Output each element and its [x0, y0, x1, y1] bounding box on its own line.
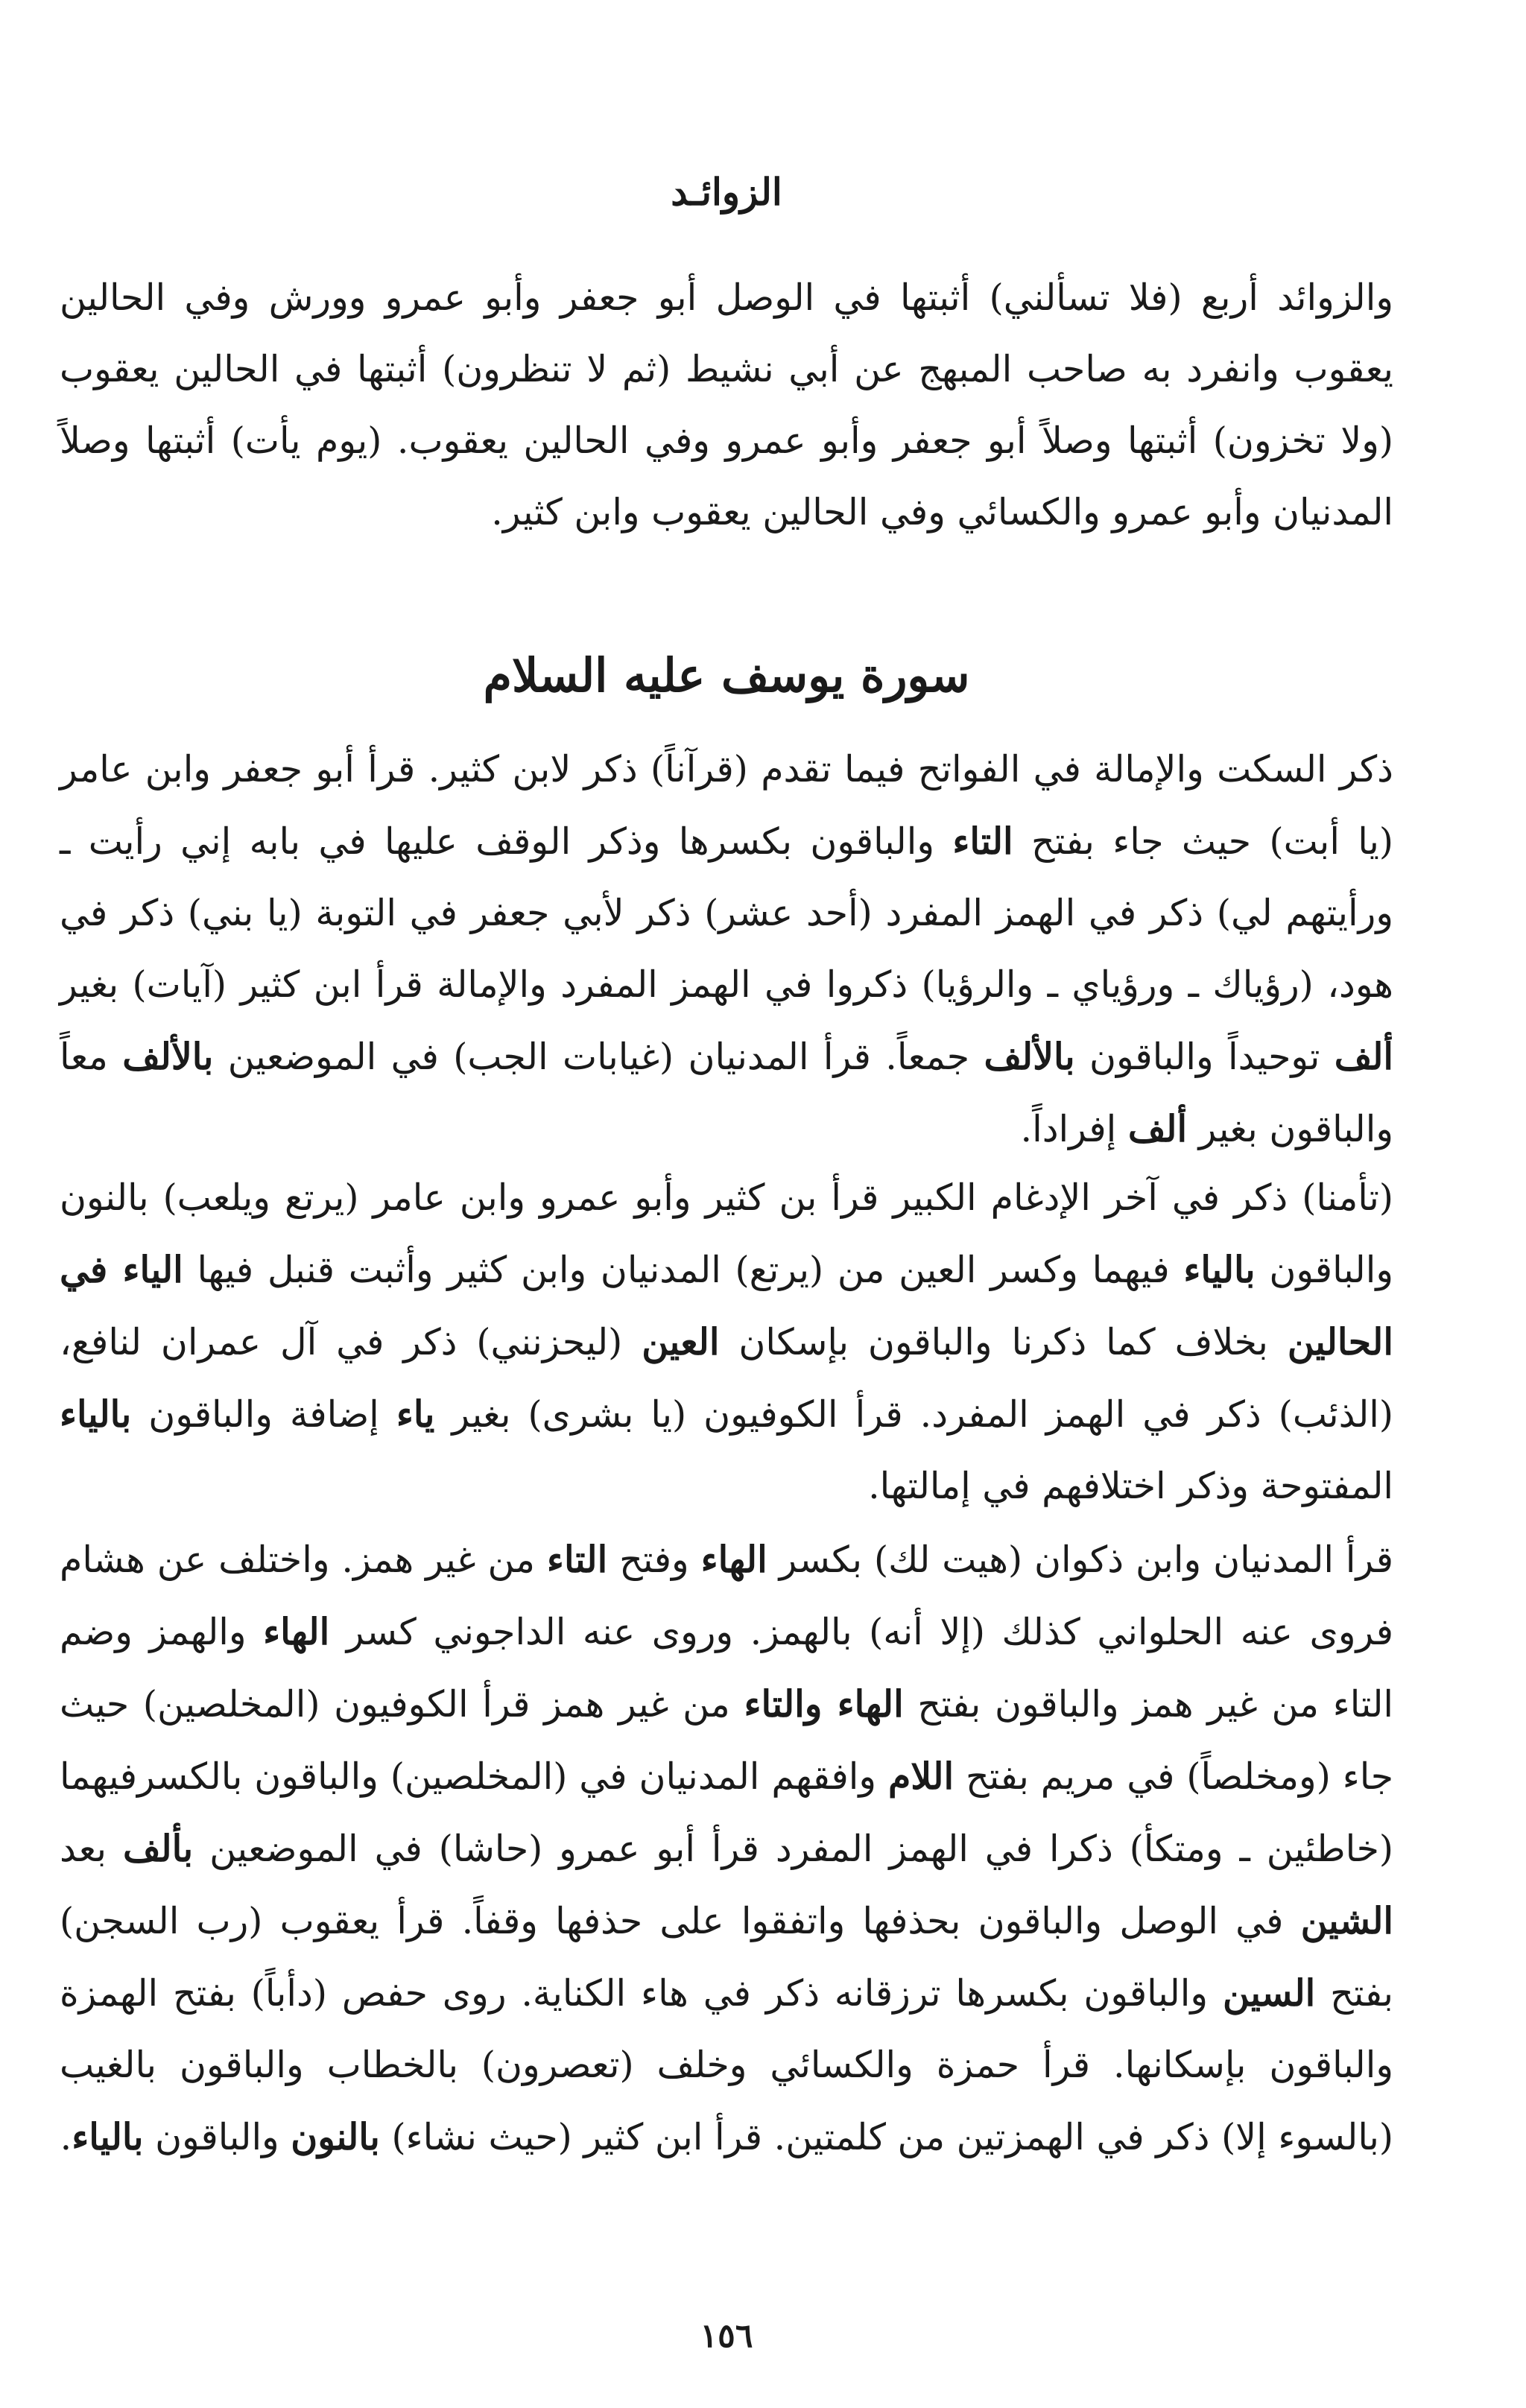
text-run: (ليحزنني) ذكر في آل عمران لنافع، (الذئب) ذكر في الهمز المفرد. قرأ الكوفيون (يا بشرى) بغير	[60, 1321, 1393, 1436]
text-run: جمعاً. قرأ المدنيان (غيابات الجب) في الموضعين	[213, 1036, 984, 1078]
bold-term: اللام	[887, 1755, 954, 1798]
bold-term: الياء في الحالين	[60, 1248, 1393, 1363]
bold-term: ألف	[1127, 1107, 1188, 1150]
text-run: والهمز وضم التاء من غير همز والباقون بفتح	[60, 1611, 1394, 1726]
bold-term: الهاء	[263, 1610, 330, 1653]
text-run: ذكر السكت والإمالة في الفواتح فيما تقدم (قرآناً) ذكر لابن كثير. قرأ أبو جعفر وابن عامر (يا أبت) حيث جاء بفتح	[60, 748, 1393, 863]
text-run: فيهما وكسر العين من (يرتع) المدنيان وابن كثير وأثبت قنبل فيها	[183, 1249, 1184, 1291]
bold-term: العين	[642, 1320, 720, 1363]
text-run: إضافة والباقون	[131, 1393, 396, 1436]
bold-term: بالألف	[984, 1035, 1075, 1078]
text-run: بخلاف كما ذكرنا والباقون بإسكان	[719, 1321, 1288, 1363]
text-run: توحيداً والباقون	[1074, 1036, 1335, 1078]
bold-term: الهاء	[700, 1538, 767, 1581]
bold-term: الهاء والتاء	[744, 1682, 904, 1726]
bold-term: ألف	[1334, 1035, 1394, 1078]
text-run: من غير همز. واختلف عن هشام فروى عنه الحلواني كذلك (إلا أنه) بالهمز. وروى عنه الداجوني كسر	[60, 1539, 1393, 1653]
text-run: وافقهم المدنيان في (المخلصين) والباقون بالكسرفيهما (خاطئين ـ ومتكأ) ذكرا في الهمز المفرد قرأ أبو عمرو (حاشا) في الموضعين	[60, 1755, 1394, 1870]
text-run: معاً والباقون بغير	[60, 1036, 1393, 1150]
text-run: .	[60, 2116, 72, 2158]
text-run: وفتح	[607, 1539, 701, 1581]
bold-term: التاء	[952, 820, 1013, 863]
paragraph-3	[60, 1524, 1393, 2173]
bold-term: التاء	[546, 1538, 608, 1581]
bold-term: ياء	[396, 1392, 435, 1436]
bold-term: بالياء	[60, 1392, 132, 1436]
text-run: (تأمنا) ذكر في آخر الإدغام الكبير قرأ بن كثير وأبو عمرو وابن عامر (يرتع ويلعب) بالنون والباقون	[60, 1176, 1394, 1291]
text-run: قرأ المدنيان وابن ذكوان (هيت لك) بكسر	[767, 1539, 1394, 1581]
text-run: في الوصل والباقون بحذفها واتفقوا على حذفها وقفاً. قرأ يعقوب (رب السجن) بفتح	[60, 1900, 1393, 2015]
bold-term: السين	[1222, 1971, 1316, 2015]
text-run: والباقون بكسرها وذكر الوقف عليها في بابه إني رأيت ـ ورأيتهم لي) ذكر في الهمز المفرد (أحد عشر) ذكر لأبي جعفر في التوبة (يا بني) ذكر في هود، (رؤياك ـ ورؤياي ـ والرؤيا) ذكروا في الهمز المفرد والإمالة قرأ ابن كثير (آيات) بغير	[60, 820, 1393, 1006]
paragraph-2	[60, 1162, 1393, 1522]
paragraph-zawaid: والزوائد أربع (فلا تسألني) أثبتها في الوصل أبو جعفر وأبو عمرو وورش وفي الحالين يعقوب وانفرد به صاحب المبهج عن أبي نشيط (ثم لا تنظرون) أثبتها في الحالين يعقوب (ولا تخزون) أثبتها وصلاً أبو جعفر وأبو عمرو وفي الحالين يعقوب. (يوم يأت) أثبتها وصلاً المدنيان وأبو عمرو والكسائي وفي الحالين يعقوب وابن كثير.	[60, 276, 1393, 533]
bold-term: بالياء	[1183, 1248, 1256, 1291]
text-run: والباقون	[143, 2116, 291, 2158]
surah-title: سورة يوسف عليه السلام	[483, 648, 970, 703]
text-run: المفتوحة وذكر اختلافهم في إمالتها.	[868, 1465, 1393, 1507]
bold-term: بالياء	[72, 2115, 144, 2158]
page-number: ١٥٦	[700, 2317, 753, 2355]
paragraph-1	[60, 734, 1393, 1165]
text-run: من غير همز قرأ الكوفيون (المخلصين) حيث جاء (ومخلصاً) في مريم بفتح	[60, 1683, 1393, 1798]
section-title-zawaid: الزوائـد	[671, 170, 782, 214]
text-run: إفراداً.	[1020, 1108, 1128, 1150]
book-page	[60, 0, 1393, 2408]
text-run: والباقون بكسرها ترزقانه ذكر في هاء الكناية. روى حفص (دأباً) بفتح الهمزة والباقون بإسكانها. قرأ حمزة والكسائي وخلف (تعصرون) بالخطاب والباقون بالغيب (بالسوء إلا) ذكر في الهمزتين من كلمتين. قرأ ابن كثير (حيث نشاء)	[60, 1972, 1393, 2158]
bold-term: بالنون	[291, 2115, 380, 2158]
text-run: بعد	[60, 1828, 123, 1870]
bold-term: الشين	[1300, 1899, 1393, 1942]
bold-term: بالألف	[122, 1035, 214, 1078]
bold-term: بألف	[122, 1827, 194, 1870]
